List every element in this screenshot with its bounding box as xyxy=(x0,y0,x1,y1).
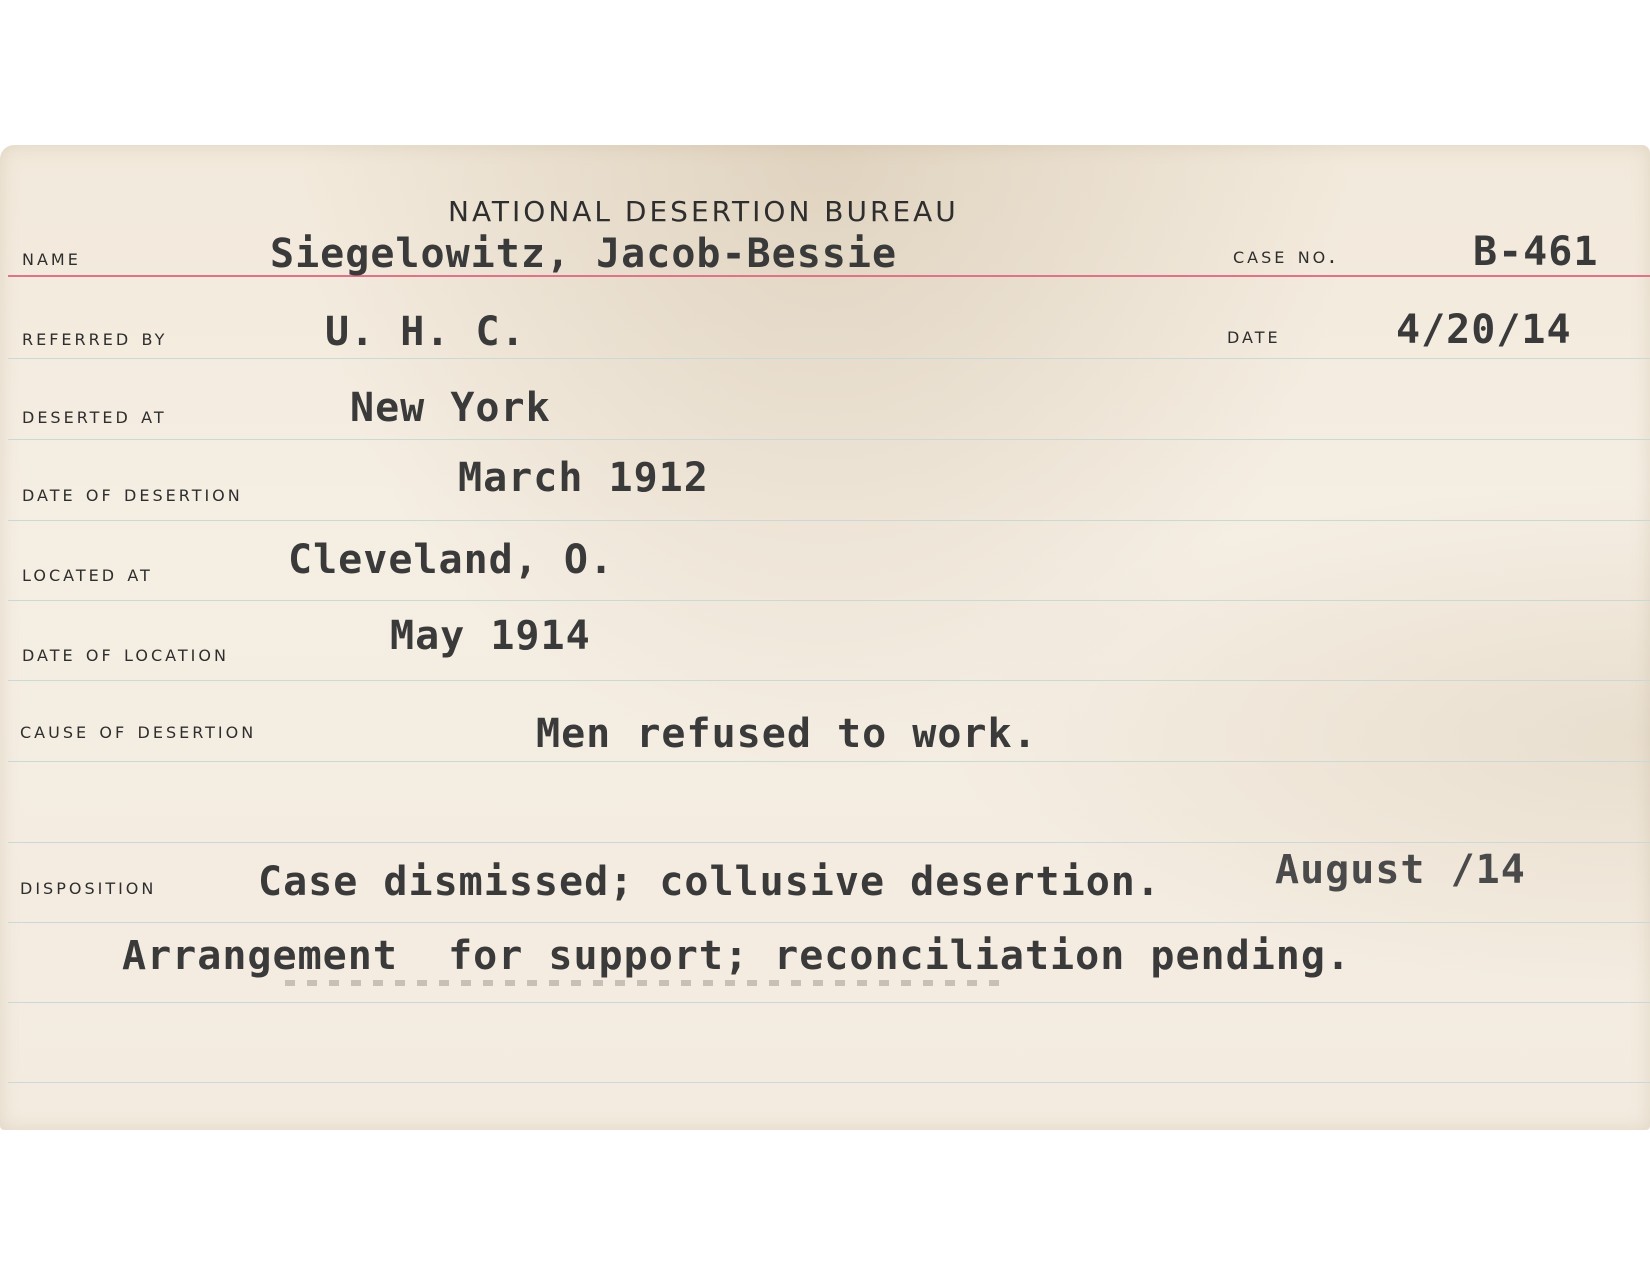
faint-ink-trace xyxy=(285,980,1005,986)
name-value: Siegelowitz, Jacob-Bessie xyxy=(270,231,898,277)
date-value: 4/20/14 xyxy=(1396,307,1572,353)
deserted-at-value: New York xyxy=(350,385,551,431)
ruled-line xyxy=(8,680,1650,681)
ruled-line xyxy=(8,358,1650,359)
located-at-label: located at xyxy=(22,561,153,587)
disposition-label: disposition xyxy=(20,874,157,900)
card-title: NATIONAL DESERTION BUREAU xyxy=(448,195,959,228)
case-no-value: B-461 xyxy=(1473,229,1599,275)
cause-of-desertion-label: cause of desertion xyxy=(20,718,257,744)
located-at-value: Cleveland, O. xyxy=(288,537,615,583)
date-of-desertion-label: date of desertion xyxy=(22,481,243,507)
ruled-line xyxy=(8,1002,1650,1003)
date-of-location-value: May 1914 xyxy=(390,613,591,659)
date-label: date xyxy=(1227,323,1281,349)
ruled-line xyxy=(8,761,1650,762)
date-of-location-label: date of location xyxy=(22,641,229,667)
ruled-line xyxy=(8,520,1650,521)
deserted-at-label: deserted at xyxy=(22,403,167,429)
ruled-line xyxy=(8,600,1650,601)
referred-by-label: referred by xyxy=(22,325,168,351)
disposition-line1-value: Case dismissed; collusive desertion. xyxy=(258,859,1161,905)
referred-by-value: U. H. C. xyxy=(325,309,526,355)
case-no-label: case no. xyxy=(1233,243,1339,269)
disposition-line2-value: Arrangement for support; reconciliation pending. xyxy=(122,933,1352,979)
ruled-line xyxy=(8,1082,1650,1083)
index-card xyxy=(0,145,1650,1130)
ruled-line xyxy=(8,842,1650,843)
disposition-date-value: August /14 xyxy=(1275,847,1526,893)
name-label: name xyxy=(22,245,81,271)
cause-of-desertion-value: Men refused to work. xyxy=(536,711,1038,757)
ruled-line xyxy=(8,439,1650,440)
ruled-line xyxy=(8,922,1650,923)
date-of-desertion-value: March 1912 xyxy=(458,455,709,501)
